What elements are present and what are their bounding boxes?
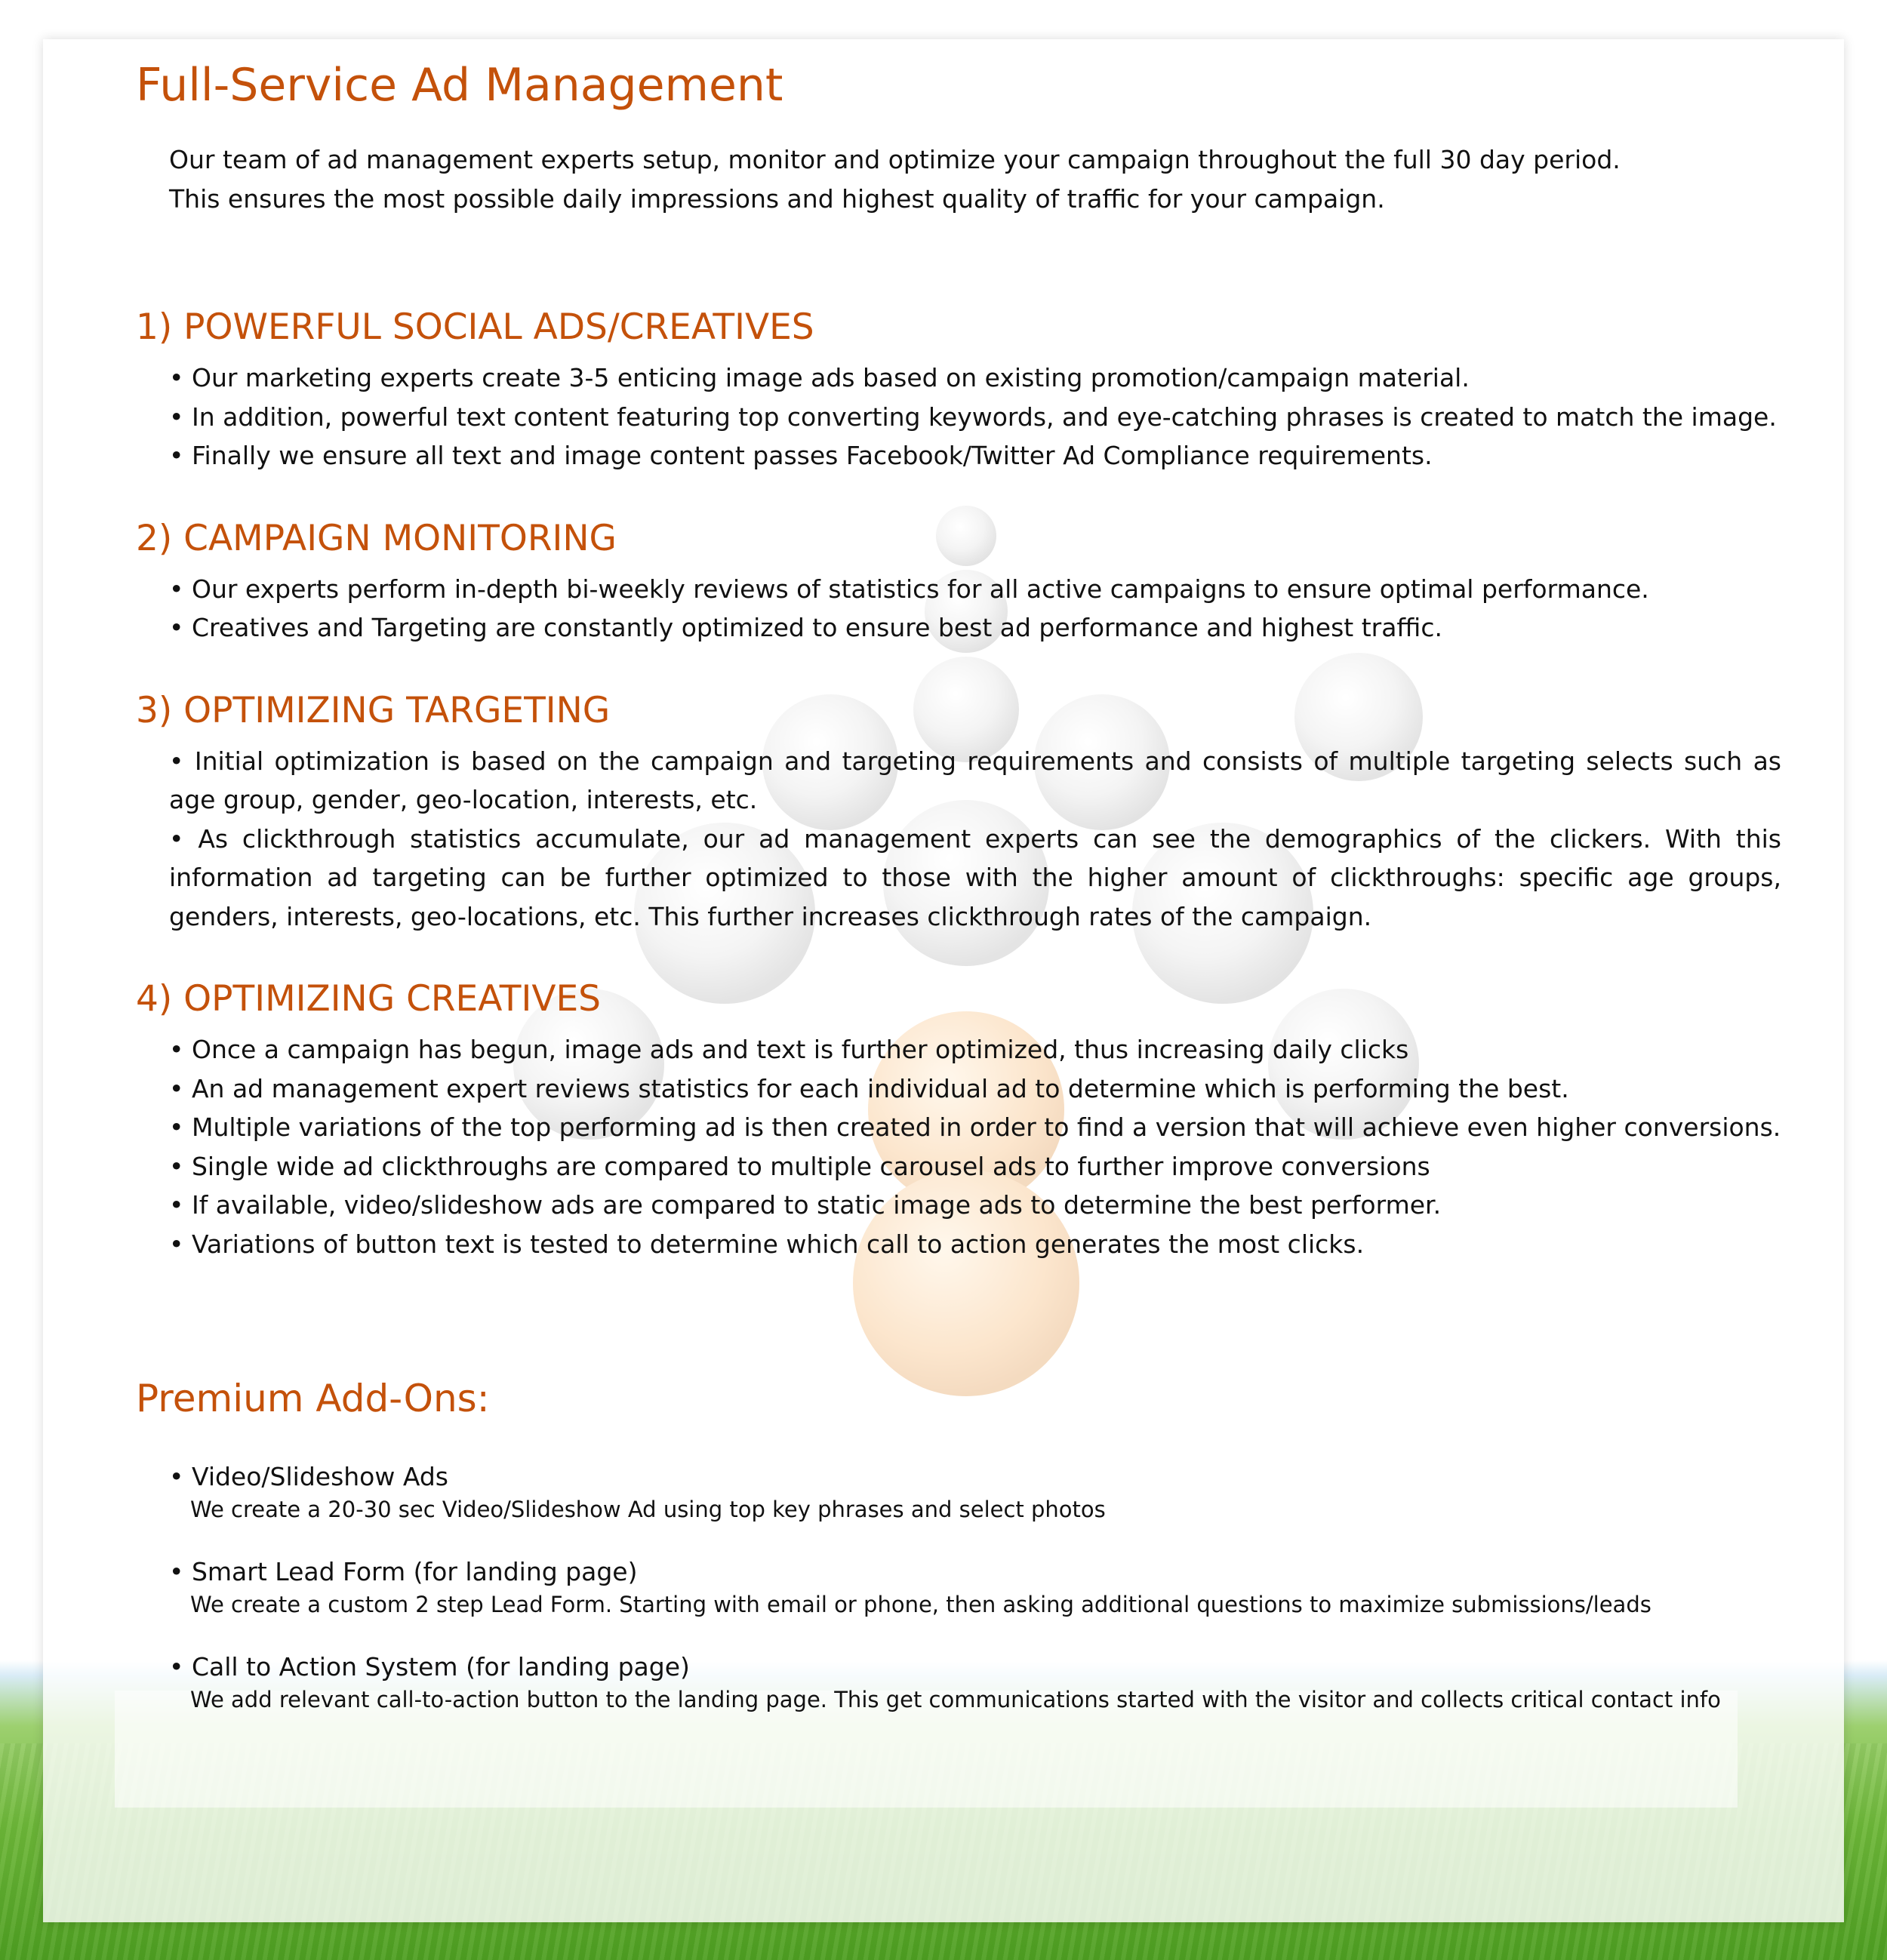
section-bullets-campaign-monitoring <box>136 570 1781 648</box>
addon-item-call-to-action <box>136 1650 1781 1715</box>
addon-title: • Video/Slideshow Ads <box>169 1460 1781 1494</box>
list-item: • Finally we ensure all text and image content passes Facebook/Twitter Ad Compliance requirements. <box>169 436 1781 475</box>
list-item: • Creatives and Targeting are constantly optimized to ensure best ad performance and highest traffic. <box>169 608 1781 648</box>
addon-description: We add relevant call-to-action button to the landing page. This get communications started with the visitor and collects critical contact info <box>190 1687 1721 1712</box>
addon-description: We create a 20-30 sec Video/Slideshow Ad using top key phrases and select photos <box>190 1497 1106 1522</box>
addon-title: • Smart Lead Form (for landing page) <box>169 1555 1781 1589</box>
list-item: • In addition, powerful text content featuring top converting keywords, and eye-catching phrases is created to match the image. <box>169 398 1781 437</box>
section-title-optimizing-targeting: 3) OPTIMIZING TARGETING <box>136 689 611 731</box>
list-item: • Our experts perform in-depth bi-weekly reviews of statistics for all active campaigns to ensure optimal performance. <box>169 570 1781 609</box>
list-item: • Our marketing experts create 3-5 enticing image ads based on existing promotion/campaign material. <box>169 358 1781 398</box>
addon-item-video-ads <box>136 1460 1781 1525</box>
section-title-campaign-monitoring: 2) CAMPAIGN MONITORING <box>136 517 617 559</box>
list-item: • Multiple variations of the top performing ad is then created in order to find a version that will achieve even higher conversions. <box>169 1108 1781 1147</box>
section-bullets-optimizing-creatives <box>136 1030 1781 1263</box>
section-title-social-ads: 1) POWERFUL SOCIAL ADS/CREATIVES <box>136 306 814 348</box>
addon-description: We create a custom 2 step Lead Form. Starting with email or phone, then asking additional questions to maximize submissions/leads <box>190 1592 1652 1617</box>
section-bullets-optimizing-targeting <box>136 742 1781 937</box>
list-item: • Once a campaign has begun, image ads and text is further optimized, thus increasing daily clicks <box>169 1030 1781 1069</box>
page-title: Full-Service Ad Management <box>136 59 783 112</box>
list-item: • Variations of button text is tested to determine which call to action generates the most clicks. <box>169 1225 1781 1264</box>
addons-title: Premium Add-Ons: <box>136 1377 490 1420</box>
addon-title: • Call to Action System (for landing page) <box>169 1650 1781 1685</box>
addon-item-lead-form <box>136 1555 1781 1620</box>
section-title-optimizing-creatives: 4) OPTIMIZING CREATIVES <box>136 978 602 1020</box>
intro-line-1: Our team of ad management experts setup, monitor and optimize your campaign throughout the full 30 day period. <box>169 145 1621 174</box>
list-item: • Single wide ad clickthroughs are compared to multiple carousel ads to further improve conversions <box>169 1147 1781 1186</box>
list-item: • If available, video/slideshow ads are compared to static image ads to determine the best performer. <box>169 1186 1781 1225</box>
document-content <box>136 45 1781 1745</box>
list-item: • As clickthrough statistics accumulate, our ad management experts can see the demographics of the clickers. With this information ad targeting can be further optimized to those with the higher amount of clickthroughs: specific age groups, genders, interests, geo-locations, etc. This further increases clickthrough rates of the campaign. <box>169 820 1781 937</box>
intro-line-2: This ensures the most possible daily impressions and highest quality of traffic for your campaign. <box>169 184 1385 214</box>
section-bullets-social-ads <box>136 358 1781 475</box>
list-item: • An ad management expert reviews statistics for each individual ad to determine which is performing the best. <box>169 1069 1781 1109</box>
list-item: • Initial optimization is based on the campaign and targeting requirements and consists of multiple targeting selects such as age group, gender, geo-location, interests, etc. <box>169 742 1781 820</box>
